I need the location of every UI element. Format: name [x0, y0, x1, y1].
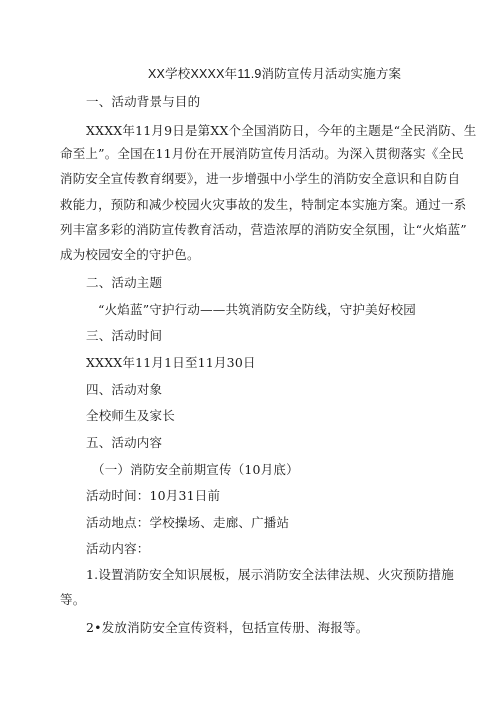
- audience-text: 全校师生及家长: [86, 408, 175, 423]
- background-paragraph-line-4: 救能力，预防和减少校园火灾事故的发生，特制定本实施方案。通过一系: [60, 197, 467, 212]
- time-text: XXXX年11月1日至11月30日: [86, 355, 256, 370]
- content-item-1-line-2: 等。: [60, 592, 86, 607]
- activity-place: 活动地点：学校操场、走廊、广播站: [86, 515, 290, 530]
- background-paragraph-line-1: XXXX年11月9日是第XX个全国消防日，今年的主题是“全民消防、生: [86, 123, 477, 138]
- section-heading-background: 一、活动背景与目的: [86, 94, 201, 109]
- section-heading-time: 三、活动时间: [86, 328, 163, 343]
- background-paragraph-line-2: 命至上”。全国在11月份在开展消防宣传月活动。为深入贯彻落实《全民: [60, 146, 464, 161]
- theme-text: “火焰蓝”守护行动——共筑消防安全防线，守护美好校园: [98, 302, 416, 317]
- subsection-heading-early-promotion: （一）消防安全前期宣传（10月底）: [92, 462, 299, 477]
- background-paragraph-line-5: 列丰富多彩的消防宣传教育活动，营造浓厚的消防安全氛围，让“火焰蓝”: [60, 222, 467, 237]
- section-heading-audience: 四、活动对象: [86, 382, 163, 397]
- activity-content-label: 活动内容：: [86, 541, 150, 556]
- section-heading-theme: 二、活动主题: [86, 275, 163, 290]
- section-heading-content: 五、活动内容: [86, 435, 163, 450]
- content-item-2: 2•发放消防安全宣传资料，包括宣传册、海报等。: [86, 620, 369, 635]
- background-paragraph-line-3: 消防安全宣传教育纲要》，进一步增强中小学生的消防安全意识和自防自: [60, 171, 461, 186]
- background-paragraph-line-6: 成为校园安全的守护色。: [60, 247, 200, 262]
- activity-time: 活动时间：10月31日前: [86, 488, 221, 503]
- document-title: XX学校XXXX年11.9消防宣传月活动实施方案: [148, 67, 402, 81]
- content-item-1-line-1: 1.设置消防安全知识展板，展示消防安全法律法规、火灾预防措施: [86, 567, 454, 582]
